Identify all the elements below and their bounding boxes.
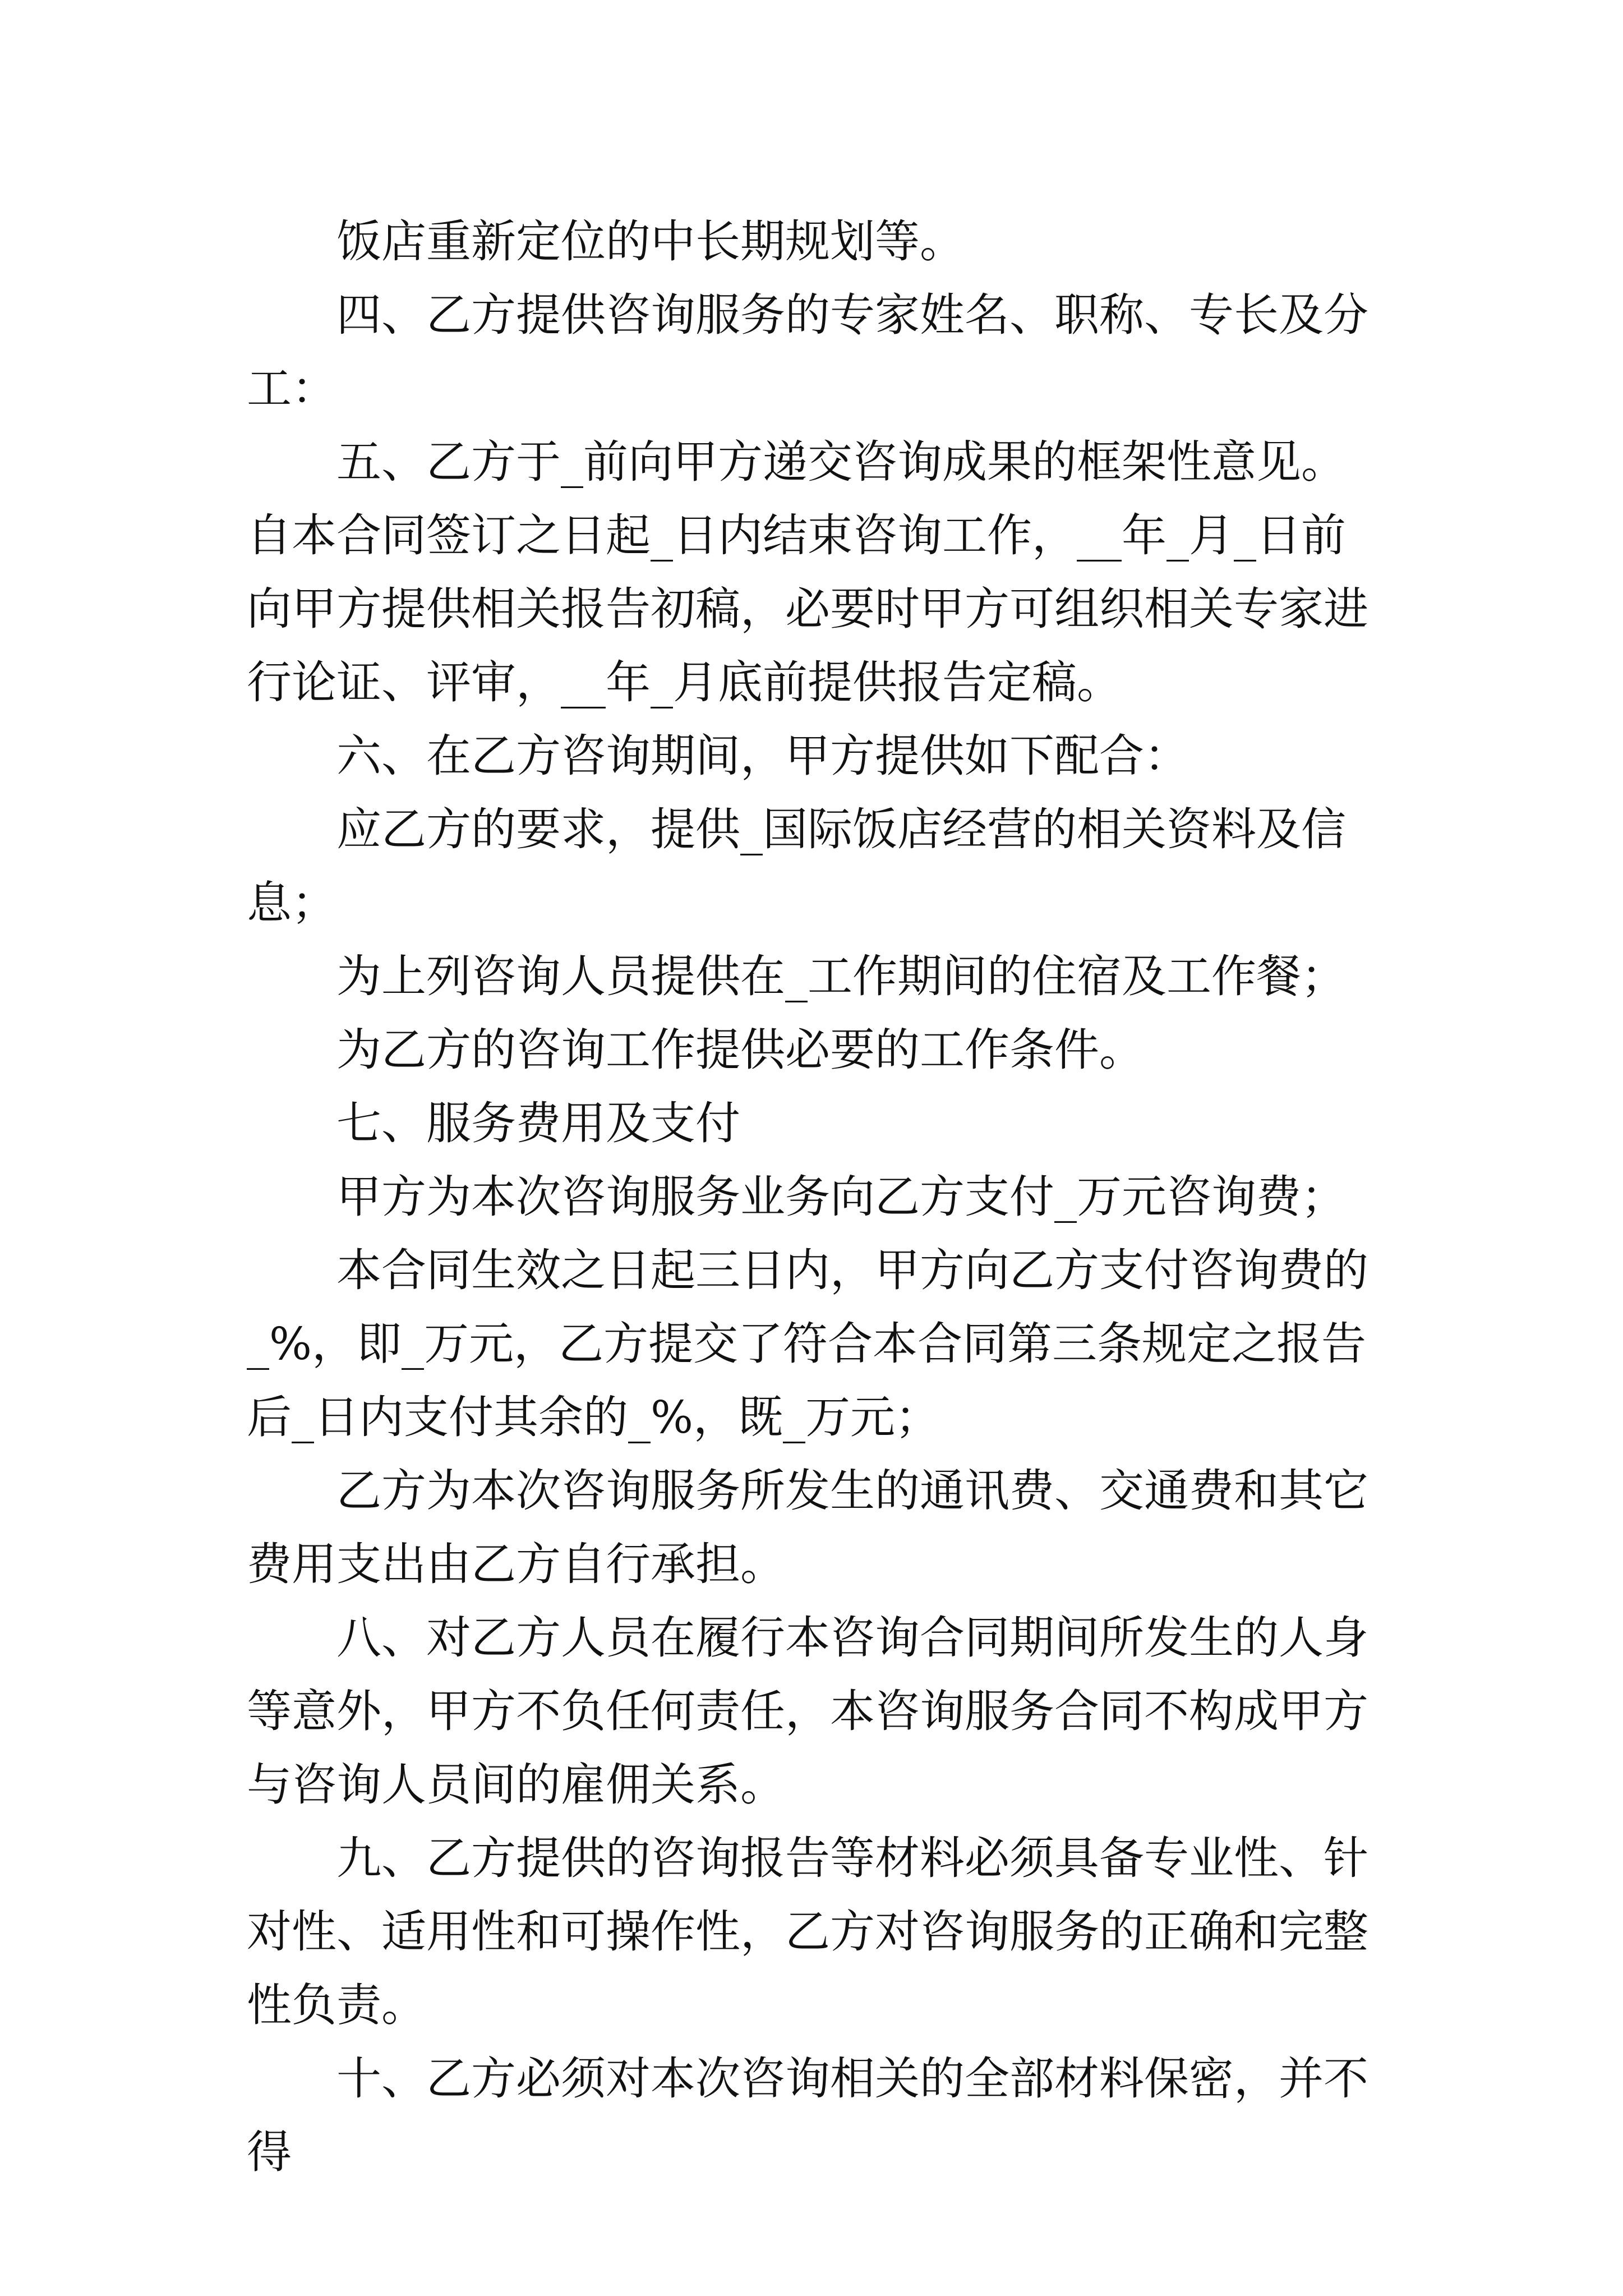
paragraph: 八、对乙方人员在履行本咨询合同期间所发生的人身等意外，甲方不负任何责任，本咨询服务合同不构成甲方与咨询人员间的雇佣关系。 bbox=[247, 1612, 1368, 1811]
paragraph: 乙方为本次咨询服务所发生的通讯费、交通费和其它费用支出由乙方自行承担。 bbox=[247, 1465, 1368, 1590]
paragraph: 十、乙方必须对本次咨询相关的全部材料保密，并不得 bbox=[247, 2053, 1368, 2178]
document-body bbox=[247, 205, 1385, 2189]
paragraph: 五、乙方于_前向甲方递交咨询成果的框架性意见。自本合同签订之日起_日内结束咨询工作，__年_月_日前向甲方提供相关报告初稿，必要时甲方可组织相关专家进行论证、评审，__年_月底前提供报告定稿。 bbox=[247, 436, 1368, 708]
paragraph: 四、乙方提供咨询服务的专家姓名、职称、专长及分工： bbox=[247, 289, 1368, 415]
paragraph: 六、在乙方咨询期间，甲方提供如下配合： bbox=[336, 730, 1189, 782]
paragraph: 九、乙方提供的咨询报告等材料必须具备专业性、针对性、适用性和可操作性，乙方对咨询服务的正确和完整性负责。 bbox=[247, 1832, 1368, 2031]
paragraph: 本合同生效之日起三日内，甲方向乙方支付咨询费的_%，即_万元，乙方提交了符合本合同第三条规定之报告后_日内支付其余的_%，既_万元； bbox=[247, 1244, 1368, 1443]
paragraph: 甲方为本次咨询服务业务向乙方支付_万元咨询费； bbox=[336, 1171, 1346, 1223]
paragraph: 为上列咨询人员提供在_工作期间的住宿及工作餐； bbox=[336, 950, 1346, 1002]
paragraph: 七、服务费用及支付 bbox=[336, 1097, 740, 1149]
paragraph: 为乙方的咨询工作提供必要的工作条件。 bbox=[336, 1024, 1144, 1076]
paragraph: 饭店重新定位的中长期规划等。 bbox=[336, 215, 965, 268]
paragraph: 应乙方的要求，提供_国际饭店经营的相关资料及信息； bbox=[247, 803, 1346, 929]
